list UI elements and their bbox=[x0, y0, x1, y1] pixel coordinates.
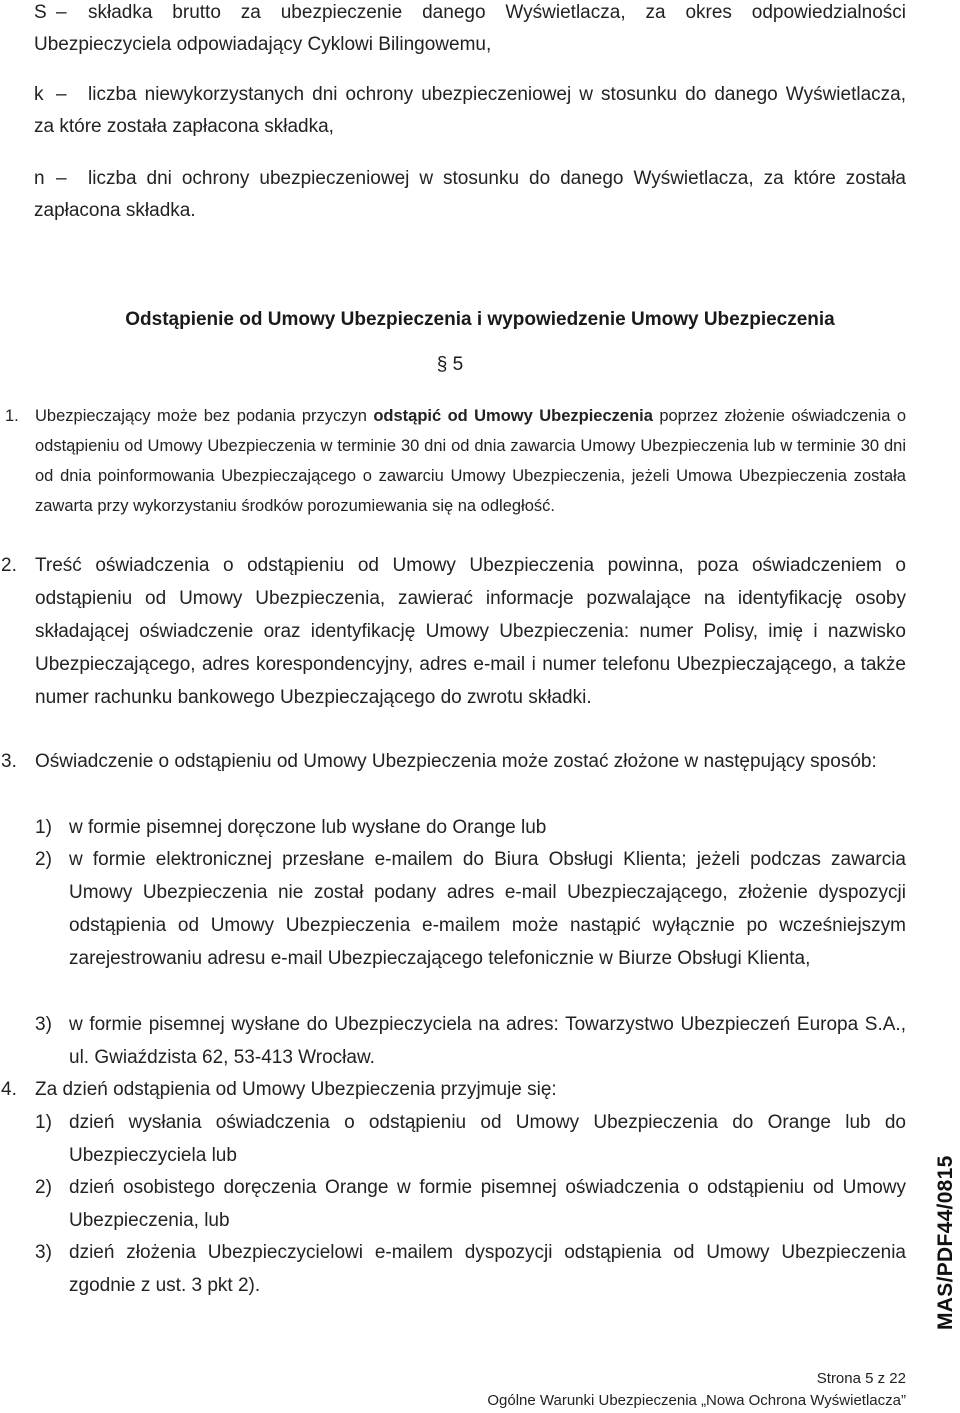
definition-s bbox=[34, 0, 906, 61]
document-code: MAS/PDF44/0815 bbox=[934, 1155, 957, 1330]
footer-title: Ogólne Warunki Ubezpieczenia „Nowa Ochrona Wyświetlacza” bbox=[487, 1392, 906, 1409]
paragraph-bold-text: odstąpić od Umowy Ubezpieczenia bbox=[373, 407, 653, 425]
definition-k bbox=[34, 79, 906, 143]
list-item bbox=[35, 811, 906, 844]
list-item bbox=[35, 1236, 906, 1302]
list-item bbox=[35, 843, 906, 975]
definition-n bbox=[34, 163, 906, 227]
definition-variable: S bbox=[34, 2, 47, 23]
list-item bbox=[35, 1008, 906, 1074]
list-item-text: dzień osobistego doręczenia Orange w formie pisemnej oświadczenia o odstąpieniu od Umowy Ubezpieczenia, lub bbox=[69, 1177, 906, 1231]
list-item-text: w formie pisemnej doręczone lub wysłane do Orange lub bbox=[69, 817, 547, 838]
paragraph-3 bbox=[0, 745, 906, 778]
definition-dash: – bbox=[56, 168, 67, 189]
definition-text: składka brutto za ubezpieczenie danego Wyświetlacza, za okres odpowiedzialności Ubezpieczyciela odpowiadający Cyklowi Bilingowemu, bbox=[34, 2, 906, 55]
paragraph-text: Treść oświadczenia o odstąpieniu od Umowy Ubezpieczenia powinna, poza oświadczeniem o odstąpieniu od Umowy Ubezpieczenia, zawierać informacje pozwalające na identyfikację osoby składającej oświadczenie oraz identyfikację Umowy Ubezpieczenia: numer Polisy, imię i nazwisko Ubezpieczającego, adres korespondencyjny, adres e-mail i numer telefonu Ubezpieczającego, a także numer rachunku bankowego Ubezpieczającego do zwrotu składki. bbox=[35, 555, 906, 708]
list-item-text: w formie pisemnej wysłane do Ubezpieczyciela na adres: Towarzystwo Ubezpieczeń Europa S.A., ul. Gwiaździsta 62, 53-413 Wrocław. bbox=[69, 1014, 906, 1068]
list-item-number: 2) bbox=[35, 1177, 52, 1198]
paragraph-text: Ubezpieczający może bez podania przyczyn bbox=[35, 407, 374, 425]
list-item-number: 3) bbox=[35, 1014, 52, 1035]
list-item-number: 3) bbox=[35, 1242, 52, 1263]
definition-variable: k bbox=[34, 84, 44, 105]
list-item bbox=[35, 1106, 906, 1172]
section-number: § 5 bbox=[436, 354, 464, 375]
paragraph-2 bbox=[0, 549, 906, 714]
paragraph-text: poprzez złożenie oświadczenia o odstąpieniu od Umowy Ubezpieczenia w terminie 30 dni od dnia zawarcia Umowy Ubezpieczenia lub w terminie 30 dni od dnia poinformowania Ubezpieczającego o zawarciu Umowy Ubezpieczenia, jeżeli Umowa Ubezpieczenia została zawarta przy wykorzystaniu środków porozumiewania się na odległość. bbox=[35, 407, 906, 515]
list-item-number: 1) bbox=[35, 1112, 52, 1133]
definition-text: liczba niewykorzystanych dni ochrony ubezpieczeniowej w stosunku do danego Wyświetlacza, za które została zapłacona składka, bbox=[34, 84, 906, 137]
paragraph-1 bbox=[0, 401, 906, 521]
paragraph-number: 2. bbox=[1, 555, 17, 576]
list-item-text: dzień złożenia Ubezpieczycielowi e-mailem dyspozycji odstąpienia od Umowy Ubezpieczenia zgodnie z ust. 3 pkt 2). bbox=[69, 1242, 906, 1296]
list-item-number: 2) bbox=[35, 849, 52, 870]
paragraph-text: Za dzień odstąpienia od Umowy Ubezpieczenia przyjmuje się: bbox=[35, 1079, 557, 1100]
paragraph-number: 3. bbox=[1, 751, 17, 772]
paragraph-number: 4. bbox=[1, 1079, 17, 1100]
paragraph-text: Oświadczenie o odstąpieniu od Umowy Ubezpieczenia może zostać złożone w następujący sposób: bbox=[35, 751, 877, 772]
page-number: Strona 5 z 22 bbox=[816, 1370, 906, 1387]
section-heading: Odstąpienie od Umowy Ubezpieczenia i wypowiedzenie Umowy Ubezpieczenia bbox=[125, 309, 835, 330]
definition-dash: – bbox=[56, 2, 67, 23]
paragraph-4 bbox=[0, 1073, 906, 1106]
paragraph-number: 1. bbox=[5, 407, 19, 425]
list-item-number: 1) bbox=[35, 817, 52, 838]
definition-text: liczba dni ochrony ubezpieczeniowej w stosunku do danego Wyświetlacza, za które została zapłacona składka. bbox=[34, 168, 906, 221]
definition-dash: – bbox=[56, 84, 67, 105]
definition-variable: n bbox=[34, 168, 45, 189]
list-item bbox=[35, 1171, 906, 1237]
list-item-text: w formie elektronicznej przesłane e-mailem do Biura Obsługi Klienta; jeżeli podczas zawarcia Umowy Ubezpieczenia nie został podany adres e-mail Ubezpieczającego, złożenie dyspozycji odstąpienia od Umowy Ubezpieczenia e-mailem może nastąpić wyłącznie po wcześniejszym zarejestrowaniu adresu e-mail Ubezpieczającego telefonicznie w Biurze Obsługi Klienta, bbox=[69, 849, 906, 969]
list-item-text: dzień wysłania oświadczenia o odstąpieniu od Umowy Ubezpieczenia do Orange lub do Ubezpieczyciela lub bbox=[69, 1112, 906, 1166]
paragraph-body bbox=[35, 401, 906, 521]
